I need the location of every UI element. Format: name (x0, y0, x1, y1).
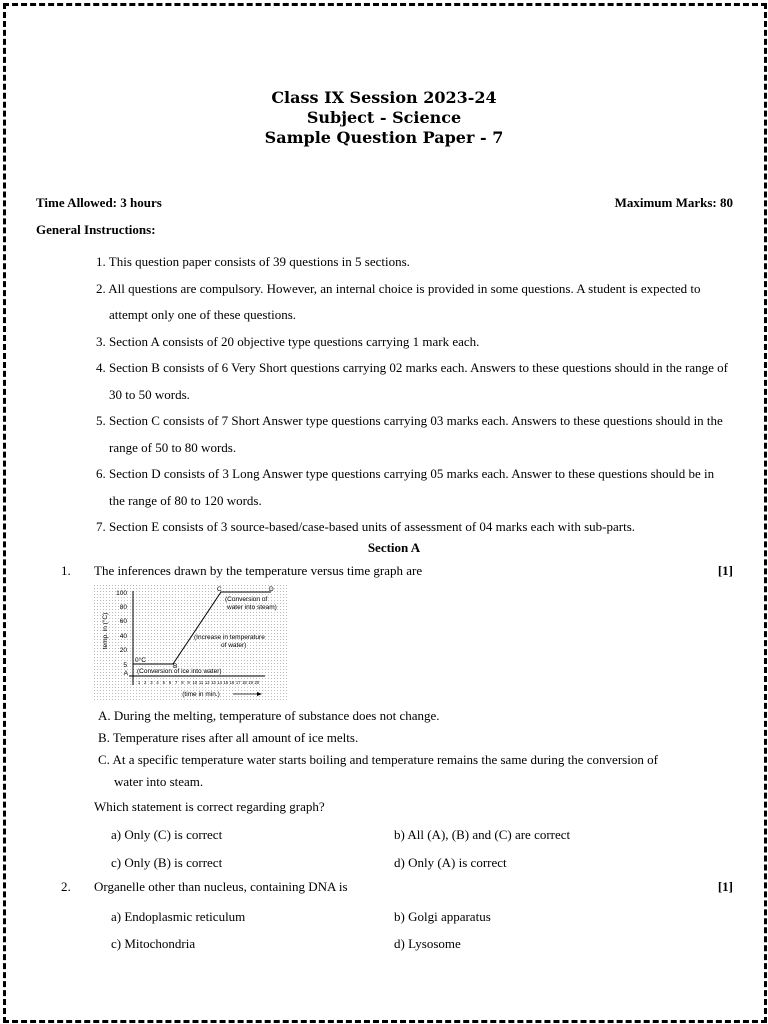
instruction-item: 1. This question paper consists of 39 questions in 5 sections. (96, 254, 410, 269)
y-tick-label: 100 (116, 590, 127, 597)
x-tick-label: 2 (144, 680, 147, 685)
option-a: a) Endoplasmic reticulum (111, 909, 246, 924)
point-label-d: D (269, 586, 274, 593)
x-tick-label: 4 (156, 680, 159, 685)
annotation-steam: water into steam) (227, 604, 277, 611)
zero-label: 0°C (135, 657, 146, 664)
time-allowed: Time Allowed: 3 hours (36, 195, 162, 210)
instruction-item: 3. Section A consists of 20 objective type questions carrying 1 mark each. (96, 333, 480, 349)
option-b: b) All (A), (B) and (C) are correct (394, 827, 571, 842)
x-tick-label: 1 (137, 680, 141, 685)
point-label-c: C (217, 586, 222, 593)
x-tick-label: 5 (162, 680, 165, 685)
x-tick-label: 14 (217, 680, 222, 685)
header-subject: Subject - Science (306, 108, 462, 127)
instruction-item: 7. Section E consists of 3 source-based/case-based units of assessment of 04 marks each with sub-parts. (96, 519, 636, 534)
x-tick-label: 13 (211, 680, 216, 685)
point-label-b: B (173, 663, 178, 670)
option-a: a) Only (C) is correct (111, 827, 223, 842)
x-tick-label: 6 (168, 680, 172, 685)
x-tick-label: 20 (254, 680, 260, 685)
instructions-list (96, 249, 732, 541)
y-axis-label: temp. in (°C) (102, 612, 109, 650)
statement-a: A. During the melting, temperature of substance does not change. (98, 708, 440, 723)
x-tick-label: 19 (248, 680, 253, 685)
x-tick-label: 7 (175, 680, 178, 685)
question-marks: [1] (717, 563, 733, 578)
meta-row (36, 195, 733, 211)
point-label-a: A (123, 670, 128, 677)
y-tick-label: 20 (119, 647, 127, 654)
maximum-marks: Maximum Marks: 80 (614, 195, 733, 210)
annotation-rise: of water) (221, 642, 247, 649)
x-tick-label: 12 (204, 680, 210, 685)
option-d: d) Only (A) is correct (394, 855, 507, 870)
statement-c-line1: C. At a specific temperature water starts boiling and temperature remains the same during the conversion of (98, 752, 658, 767)
x-tick-label: 16 (229, 680, 235, 685)
statement-c (98, 749, 658, 793)
instruction-item: 2. All questions are compulsory. However, an internal choice is provided in some questions. A student is expected to attempt only one of these questions. (96, 280, 701, 322)
instruction-item: 6. Section D consists of 3 Long Answer type questions carrying 05 marks each. Answer to these questions should be in the range of 80 to 120 words. (96, 466, 715, 508)
y-tick-label: 40 (119, 633, 127, 640)
annotation-rise: (Increase in temperature (194, 634, 265, 641)
paper-header (0, 88, 768, 148)
instruction-item: 5. Section C consists of 7 Short Answer type questions carrying 03 marks each. Answers to these questions should in the range of 50 to 80 words. (96, 413, 723, 455)
option-c: c) Only (B) is correct (111, 855, 223, 870)
question-number: 2. (61, 879, 71, 894)
header-paper-title: Sample Question Paper - 7 (264, 128, 504, 147)
header-class-session: Class IX Session 2023-24 (271, 88, 497, 107)
x-tick-label: 17 (235, 680, 241, 685)
statement-c-line2: water into steam. (114, 774, 204, 789)
option-c: c) Mitochondria (111, 936, 196, 951)
x-tick-label: 10 (192, 680, 198, 685)
x-tick-labels (138, 680, 260, 685)
temperature-time-graph (93, 584, 289, 702)
y-tick-label: 60 (119, 618, 127, 625)
question-marks: [1] (717, 879, 733, 894)
x-tick-label: 9 (187, 680, 190, 685)
y-tick-label: 5 (123, 662, 127, 669)
option-b: b) Golgi apparatus (394, 909, 491, 924)
x-tick-label: 3 (150, 680, 153, 685)
annotation-steam: (Conversion of (225, 596, 268, 603)
x-tick-label: 18 (242, 680, 247, 685)
annotation-ice: (Conversion of ice into water) (137, 668, 222, 675)
statement-b: B. Temperature rises after all amount of ice melts. (98, 730, 359, 745)
question-text: The inferences drawn by the temperature versus time graph are (94, 563, 423, 578)
x-tick-label: 8 (181, 680, 184, 685)
section-a-title: Section A (367, 540, 421, 555)
question-number: 1. (61, 563, 71, 578)
x-tick-label: 11 (198, 680, 204, 685)
x-tick-label: 15 (223, 680, 229, 685)
option-d: d) Lysosome (394, 936, 461, 951)
x-axis-label: (time in min.) (182, 691, 220, 698)
question-prompt: Which statement is correct regarding graph? (94, 799, 325, 814)
general-instructions-title: General Instructions: (36, 222, 156, 237)
question-text: Organelle other than nucleus, containing DNA is (94, 879, 348, 894)
y-tick-label: 80 (119, 604, 127, 611)
instruction-item: 4. Section B consists of 6 Very Short questions carrying 02 marks each. Answers to these questions should in the range of 30 to 50 words. (96, 360, 728, 402)
